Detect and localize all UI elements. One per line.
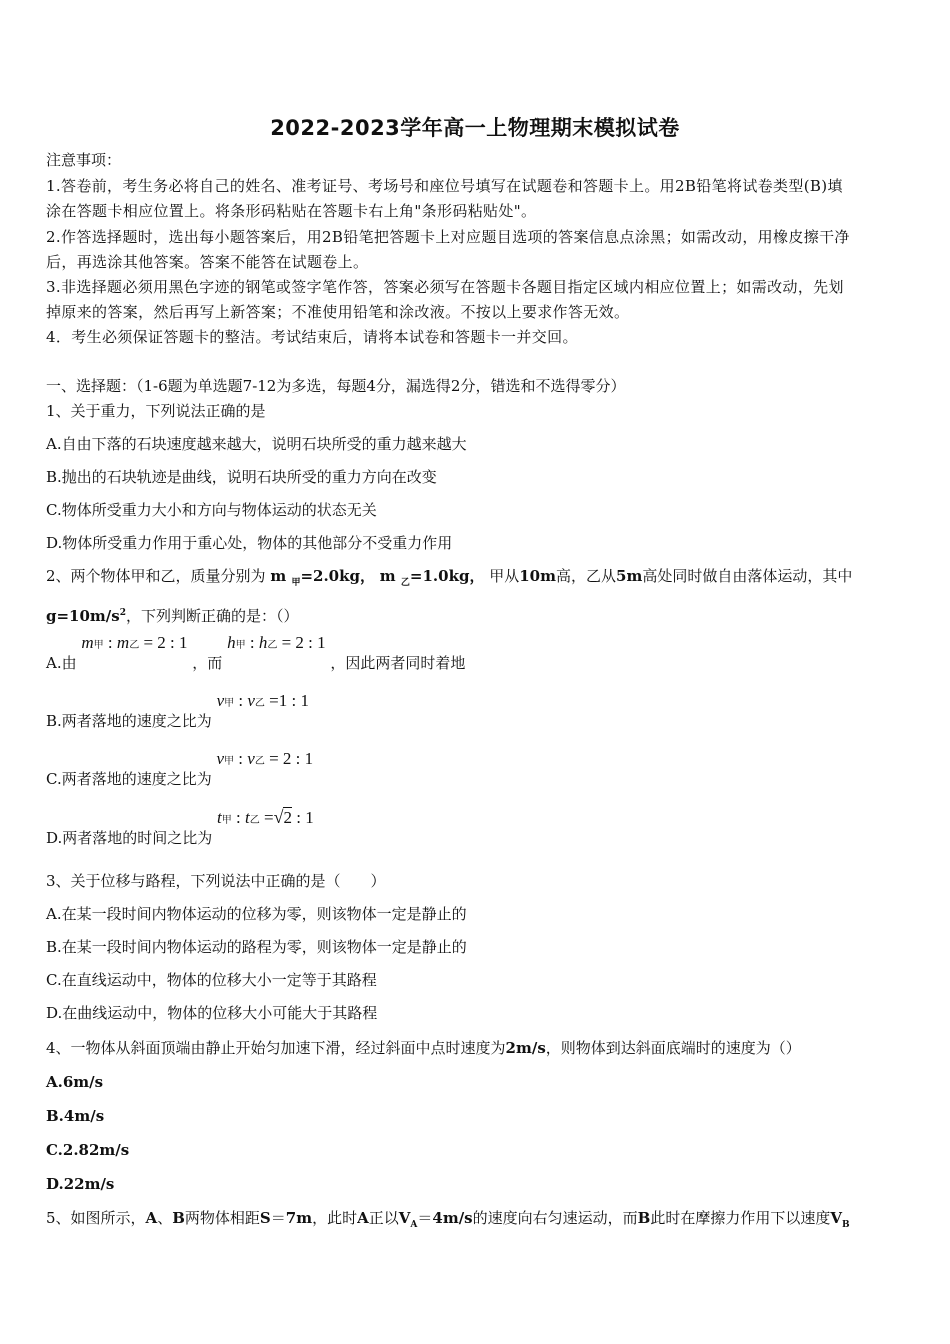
notice-line-7: 4．考生必须保证答题卡的整洁。考试结束后，请将本试卷和答题卡一并交回。 <box>46 328 578 346</box>
q2-c-formula: v甲 : v乙 = 2 : 1 <box>216 749 314 768</box>
q1-stem: 1、关于重力，下列说法正确的是 <box>46 402 266 420</box>
notice-line-3: 2.作答选择题时，选出每小题答案后，用2B铅笔把答题卡上对应题目选项的答案信息点涂黑；如需改动，用橡皮擦干净 <box>46 228 850 246</box>
q2-option-d: D.两者落地的时间之比为 t甲 : t乙 =√2 : 1 <box>46 807 314 847</box>
q2-option-c: C.两者落地的速度之比为 v甲 : v乙 = 2 : 1 <box>46 749 314 788</box>
q4-option-b: B.4m/s <box>46 1107 105 1125</box>
q4-stem: 4、一物体从斜面顶端由静止开始匀加速下滑，经过斜面中点时速度为2m/s，则物体到达斜面底端时的速度为（） <box>46 1039 801 1057</box>
q2-a-formula-height: h甲 : h乙 = 2 : 1 <box>227 633 326 652</box>
q1-option-b: B.抛出的石块轨迹是曲线，说明石块所受的重力方向在改变 <box>46 468 437 486</box>
q3-stem: 3、关于位移与路程，下列说法中正确的是（ ） <box>46 872 386 890</box>
q1-option-d: D.物体所受重力作用于重心处，物体的其他部分不受重力作用 <box>46 534 453 552</box>
q4-option-a: A.6m/s <box>46 1073 104 1091</box>
notice-line-6: 掉原来的答案，然后再写上新答案；不准使用铅笔和涂改液。不按以上要求作答无效。 <box>46 303 630 321</box>
q3-option-b: B.在某一段时间内物体运动的路程为零，则该物体一定是静止的 <box>46 938 467 956</box>
q2-stem-text: 2、两个物体甲和乙，质量分别为 <box>46 567 266 585</box>
q4-option-d: D.22m/s <box>46 1175 115 1193</box>
notice-line-2: 涂在答题卡相应位置上。将条形码粘贴在答题卡右上角"条形码粘贴处"。 <box>46 202 537 220</box>
notice-line-4: 后，再选涂其他答案。答案不能答在试题卷上。 <box>46 253 369 271</box>
q3-option-d: D.在曲线运动中，物体的位移大小可能大于其路程 <box>46 1004 378 1022</box>
q2-b-formula: v甲 : v乙 =1 : 1 <box>216 691 309 710</box>
q2-stem-line-2: $g=10m/s^2$，下列判断正确的是：（） <box>46 607 299 625</box>
q2-d-formula: t甲 : t乙 =√2 : 1 <box>217 807 314 827</box>
q1-option-c: C.物体所受重力大小和方向与物体运动的状态无关 <box>46 501 377 519</box>
q3-option-a: A.在某一段时间内物体运动的位移为零，则该物体一定是静止的 <box>46 905 467 923</box>
notice-line-5: 3.非选择题必须用黑色字迹的钢笔或签字笔作答，答案必须写在答题卡各题目指定区域内相应位置上；如需改动，先划 <box>46 278 844 296</box>
q2-option-b: B.两者落地的速度之比为 v甲 : v乙 =1 : 1 <box>46 691 309 730</box>
q1-option-a: A.自由下落的石块速度越来越大，说明石块所受的重力越来越大 <box>46 435 467 453</box>
q2-a-formula-mass: m甲 : m乙 = 2 : 1 <box>81 633 188 652</box>
section-heading: 一、选择题：（1-6题为单选题7-12为多选，每题4分，漏选得2分，错选和不选得零分） <box>46 377 626 395</box>
q2-mass-jia: m $_甲$=2.0kg， <box>270 567 375 588</box>
notice-line-1: 1.答卷前，考生务必将自己的姓名、准考证号、考场号和座位号填写在试题卷和答题卡上。用2B铅笔将试卷类型(B)填 <box>46 177 843 195</box>
page-title: 2022-2023学年高一上物理期末模拟试卷 <box>270 116 680 140</box>
q2-option-a: A.由 m甲 : m乙 = 2 : 1 ，而 h甲 : h乙 = 2 : 1 ，因此两者同时着地 <box>46 633 466 672</box>
q2-stem-line-1: 2、两个物体甲和乙，质量分别为 m $_甲$=2.0kg， m $_乙$=1.0kg， 甲从10m高，乙从5m高处同时做自由落体运动，其中 <box>46 567 853 588</box>
q2-gravity: $g=10m/s^2$ <box>46 607 126 625</box>
q3-option-c: C.在直线运动中，物体的位移大小一定等于其路程 <box>46 971 377 989</box>
notice-heading: 注意事项： <box>46 151 122 169</box>
q2-mass-yi: m $_乙$=1.0kg， <box>379 567 485 588</box>
q5-stem: 5、如图所示，A、B两物体相距S＝7m，此时A正以$V_A=4m/s$的速度向右匀速运动，而B此时在摩擦力作用下以速度$V_B$ <box>46 1209 850 1230</box>
q4-option-c: C.2.82m/s <box>46 1141 130 1159</box>
